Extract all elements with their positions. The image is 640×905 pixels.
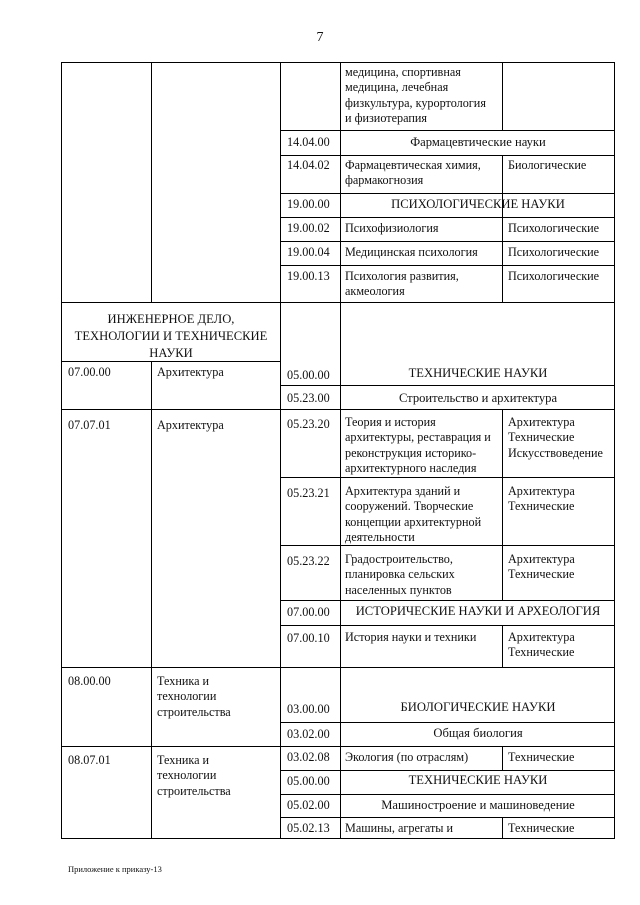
left-code: 08.00.00 (68, 674, 111, 688)
left-name: Техника и технологии строительства (157, 753, 231, 798)
specialty-code: 19.00.02 (287, 221, 330, 235)
section-heading: Фармацевтические науки (410, 135, 546, 149)
specialty-code: 14.04.00 (287, 135, 330, 149)
section-heading: Машиностроение и машиноведение (381, 798, 575, 812)
left-name: Архитектура (157, 418, 224, 432)
specialty-name: Психофизиология (345, 221, 439, 235)
specialty-code: 05.23.00 (287, 391, 330, 405)
section-heading: БИОЛОГИЧЕСКИЕ НАУКИ (400, 700, 556, 714)
group-heading: ИНЖЕНЕРНОЕ ДЕЛО, ТЕХНОЛОГИИ И ТЕХНИЧЕСКИЕ НАУКИ (74, 312, 268, 360)
science-branch: Технические (508, 750, 575, 764)
specialty-name: Экология (по отраслям) (345, 750, 469, 764)
specialty-name: медицина, спортивная медицина, лечебная физкультура, курортология и физиотерапия (345, 65, 486, 125)
specialty-name: Градостроительство, планировка сельских населенных пунктов (345, 552, 455, 597)
specialty-code: 05.00.00 (287, 774, 330, 788)
specialty-name: Фармацевтическая химия, фармакогнозия (345, 158, 481, 188)
left-name: Архитектура (157, 365, 224, 379)
specialty-code: 05.02.13 (287, 821, 330, 835)
left-code: 07.00.00 (68, 365, 111, 379)
specialty-code: 14.04.02 (287, 158, 330, 172)
specialty-code: 05.00.00 (287, 368, 330, 382)
specialty-code: 19.00.00 (287, 197, 330, 211)
specialty-code: 07.00.00 (287, 605, 330, 619)
science-branch: Психологические (508, 269, 600, 283)
specialty-name: Машины, агрегаты и (345, 821, 454, 835)
specialty-name: Медицинская психология (345, 245, 478, 259)
science-branch: Архитектура Технические Искусствоведение (508, 415, 603, 460)
specialty-code: 05.23.21 (287, 486, 330, 500)
specialty-name: История науки и техники (345, 630, 477, 644)
science-branch: Архитектура Технические (508, 552, 575, 582)
left-code: 08.07.01 (68, 753, 111, 767)
specialty-name: Психология развития, акмеология (345, 269, 459, 299)
specialty-code: 03.00.00 (287, 702, 330, 716)
section-heading: Строительство и архитектура (398, 391, 558, 405)
specialty-code: 07.00.10 (287, 631, 330, 645)
science-branch: Архитектура Технические (508, 484, 575, 514)
science-branch: Технические (508, 821, 575, 835)
science-branch: Психологические (508, 245, 600, 259)
specialty-code: 19.00.04 (287, 245, 330, 259)
science-branch: Архитектура Технические (508, 630, 575, 660)
section-heading: ИСТОРИЧЕСКИЕ НАУКИ И АРХЕОЛОГИЯ (355, 604, 601, 618)
science-branch: Психологические (508, 221, 600, 235)
specialty-code: 03.02.00 (287, 727, 330, 741)
footer-note: Приложение к приказу-13 (68, 864, 162, 874)
section-heading: Общая биология (433, 726, 523, 740)
section-heading: ПСИХОЛОГИЧЕСКИЕ НАУКИ (391, 197, 565, 211)
left-code: 07.07.01 (68, 418, 111, 432)
specialty-code: 03.02.08 (287, 750, 330, 764)
specialty-code: 05.02.00 (287, 798, 330, 812)
specialty-name: Теория и история архитектуры, реставрация и реконструкция историко- архитектурного наследия (345, 415, 491, 475)
science-branch: Биологические (508, 158, 587, 172)
specialty-code: 05.23.20 (287, 417, 330, 431)
section-heading: ТЕХНИЧЕСКИЕ НАУКИ (408, 366, 548, 380)
specialty-code: 05.23.22 (287, 554, 330, 568)
section-heading: ТЕХНИЧЕСКИЕ НАУКИ (408, 773, 548, 787)
specialty-name: Архитектура зданий и сооружений. Творческие концепции архитектурной деятельности (345, 484, 482, 544)
specialty-table (61, 62, 615, 838)
specialty-code: 19.00.13 (287, 269, 330, 283)
left-name: Техника и технологии строительства (157, 674, 231, 719)
page-number: 7 (316, 30, 324, 45)
